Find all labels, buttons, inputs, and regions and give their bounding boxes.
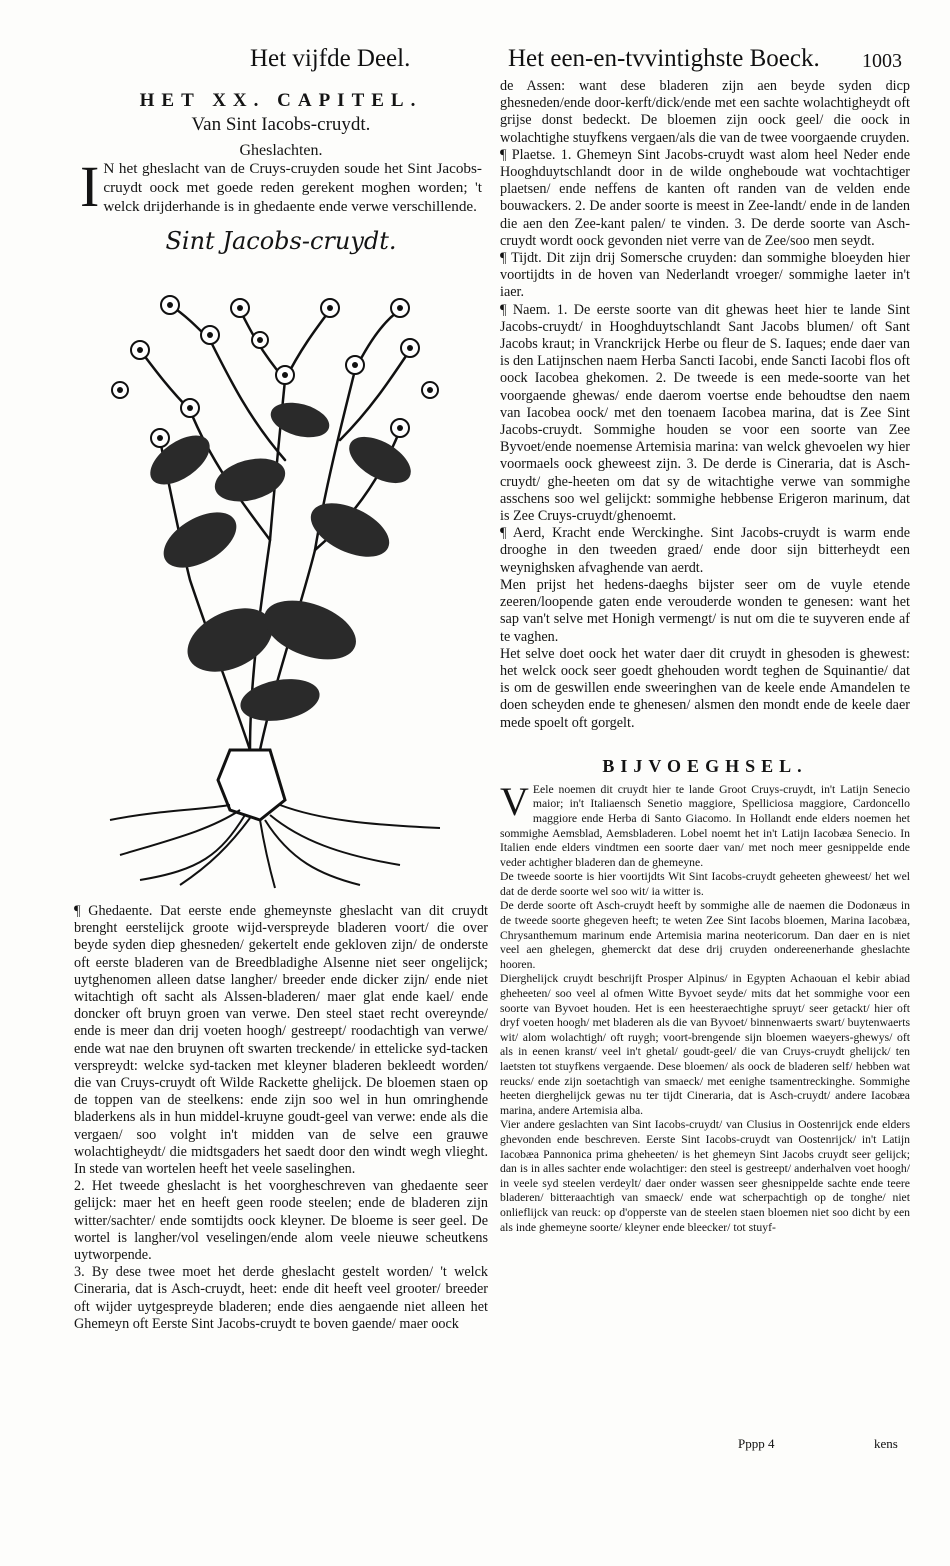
appendix-paragraph: [500, 778, 910, 871]
appendix-paragraph: De derde soorte oft Asch-cruydt heeft by sommighe alle de naemen die Dodonæus in de tweede soorte ghegeven heeft; te weten Zee Sint Iacobs bloemen, Marina Iacobæa, Chrysanthemum marinum ende Artemisia marina neotericorum. Dan daer en is niet veel aen ghelegen, ghemerckt dat dese drij cruyden ondereenerhande gheslachte hooren.: [500, 899, 910, 971]
figure-title: Sint Jacobs-cruydt.: [165, 226, 397, 255]
appendix-paragraph: Vier andere geslachten van Sint Iacobs-cruydt/ van Clusius in Oostenrijck ende elders ghevonden ende beschreven. Eerste Sint Iacobs-cruydt van Oostenrijck/ in't Latijn Iacobæa Pannonica prima gheheeten/ is het ghemeyn Sint Jacobs cruydt seer gelijck; dan is in alles sachter ende wolachtiger: den steel is gestreept/ anderhalven voet hoogh/ in veele syd steelen verdeylt/ daer onder wassen seer ghesnippelde sachte ende teere bladeren/ bitteraachtigh van smaeck/ ende wat scherpachtigh op de tonghe/ niet onlieflijck van reuck: op d'opperste van de steelen staen bloemen niet soo dicht by een als inde ghemeyne soorte/ kleyner ende bleecker/ tot stuyf-: [500, 1118, 910, 1234]
page-number: 1003: [862, 50, 902, 72]
drop-cap: I: [80, 154, 100, 219]
appendix-heading: BIJVOEGHSEL.: [602, 755, 808, 776]
text-paragraph: de Assen: want dese bladeren zijn aen beyde syden dicp ghesneden/ende door-kerft/dick/ende met een sachte wolachtigheydt oft grijse donst bedeckt. De bloemen zijn oock geel/ die oock in wolachtighe stuyfkens vergaen/als die van de twee voorgaende cruyden.: [500, 78, 910, 146]
plant-woodcut-illustration: [100, 280, 460, 890]
appendix-text: Eele noemen dit cruydt hier te lande Groot Cruys-cruydt, in't Latijn Senecio maior; in't Italiaensch Senetio maggiore, Spelliciosa maggiore, Cardoncello maggiore ende Herba di Santo Giacomo. In Hollandt ende elders noemen het sommighe Aemsblad, Aemsbladeren. Lobel noemt het in't Latijn Iacobæa Senecio. In Italien ende elders vindtmen een soorte daer van/ met noch meer gesnippelde ende veder achtigher bladeren dan de ghemeyne.: [500, 782, 910, 869]
appendix-paragraph: Dierghelijck cruydt beschrijft Prosper Alpinus/ in Egypten Achaouan el kebir abiad gheheeten/ soo veel al ofmen Witte Byvoet seyde/ mits dat het sommighe voor een soorte van Byvoet houden. Het is een heesteraechtighe spruyt/ seer getackt/ hier oft dryf voeten hoogh/ met bladeren als die van Byvoet/ binnenwaerts swart/ buytenwaerts wit/ alom wolachtigh/ oft ruygh; voort-brengende sijn bloemen waeyers-ghewys/ oft als in eenen kranst/ veel in't ghetal/ goudt-geel/ die van Cruys-cruydt ghelijck/ ten laetsten tot stuyfkens vergaende. Dese bloemen/ als oock de bladeren self/ hebben wat reucks/ ende zijn soetachtigh van smaeck/ met eenighe tsamentreckinghe. Sommighe heeten dierghelijck gewas nu ter tijdt Cineraria, dat is Asch-cruydt/ andere Iacobæa marina, andere Artemisia alba.: [500, 972, 910, 1117]
text-paragraph: ¶ Plaetse. 1. Ghemeyn Sint Jacobs-cruydt wast alom heel Neder ende Hooghduytschlandt door in de wilde ongheboude wat vochtachtiger plaetsen/ ende neffens de kanten oft randen van de velden ende bouwackers. 2. De ander soorte is meest in Zee-landt/ ende in de landen die aen den Zee-kant palen/ te vinden. 3. De derde soorte van Asch-cruydt wordt oock gevonden niet verre van de Zee/soo men seydt.: [500, 146, 910, 249]
text-paragraph: 2. Het tweede gheslacht is het voorgheschreven van ghedaente seer gelijck: maer het en heeft geen roode steelen; ende de bladeren zijn witter/sachter/ ende somtijdts oock kleyner. De bloeme is seer geel. De wortel is langher/vol veselingen/ende alom veele nieuwe scheutkens uytworpende.: [74, 1178, 488, 1264]
section-heading: Gheslachten.: [239, 142, 323, 159]
text-paragraph: ¶ Tijdt. Dit zijn drij Somersche cruyden: dan sommighe bloeyden hier voortijdts in de hoven van Nederlandt vroeger/ sommighe laeter in't iaer.: [500, 250, 910, 301]
left-column-top: [80, 90, 482, 255]
text-paragraph: ¶ Naem. 1. De eerste soorte van dit ghewas heet hier te lande Sint Jacobs-cruydt/ in Hooghduytschlandt Sant Jacobs blumen/ oft Sant Jacobs kraut; in Vranckrijck Herbe ou fleur de S. Iaques; ende daer van is den Latijnschen naem Herba Sancti Iacobi, ende Sancti Iacobi flos oft oock Iacobea ghekomen. 2. De tweede is een mede-soorte van het voorgaende ghewas/ ende daerom voertse ende behoudtse den naem van Iacobea oock/ met den toenaem Iacobea marina, dat is Zee Sint Jacobs-cruydt. Sommighe houden se voor een soorte van Zee Byvoet/ende noemense Artemisia marina: van welck ghevoelen wy hier voormaels oock gheweest zijn. 3. De derde is Cineraria, dat is Asch-cruydt/ ghe-heeten om dat sy de witachtighe verwe van sommighe asschens soo wel gelijckt: sommighe hebbense Erigeron marinum, dat is Zee Cruys-cruydt/ghenoemt.: [500, 301, 910, 525]
intro-paragraph: [80, 154, 482, 219]
appendix-paragraph: De tweede soorte is hier voortijdts Wit Sint Iacobs-cruydt geheeten gheweest/ het wel dat de derde soorte wel soo wit/ ia witter is.: [500, 870, 910, 898]
text-paragraph: 3. By dese twee moet het derde gheslacht gestelt worden/ 't welck Cineraria, dat is Asch-cruydt, heet: ende dit heeft veel grooter/ breeder oft wijder uytgespreyde bladeren; ende dies aengaende niet alleen het Ghemeyn oft Eerste Sint Jacobs-cruydt te boven gaende/ maer oock: [74, 1264, 488, 1332]
running-head-left: Het vijfde Deel.: [250, 45, 411, 72]
left-column-bottom: [74, 903, 488, 1333]
text-paragraph: ¶ Ghedaente. Dat eerste ende ghemeynste gheslacht van dit cruydt brenght eerstelijck groote wijd-verspreyde bladeren voort/ die over beyde syden diep ghesneden/ gekertelt ende gekloven zijn/ de onderste oft eerste bladeren van de Breedbladighe Alsenne niet seer ongelijck; uytghenomen alleen datse langher/ breeder ende dicker zijn/ ende niet witachtigh oft sacht als Alssen-bladeren/ maer glat ende kael/ ende doncker oft bruyn groen van verwe. Den steel staet recht overeynde/ ende is meer dan drij voeten hoogh/ gestreept/ roodachtigh van verwe/ ende wat nae den bruynen oft swarten treckende/ in ettelicke syd-tacken verspreydt: welcke syd-tacken met kleyner bladeren bekleedt worden/ die van Cruys-cruydt oft Wilde Rackette ghelijck. De bloemen staen op de toppen van de steelkens: ende zijn soo wel in hun omringhende bladerkens als in hun middel-kruyne goudt-geel van verwe: ende als die vergaen/ soo volght in't midden van de selve een grauwe wolachtigheydt/ die midtsgaders het saedt door den windt wegh vlieght. In stede van wortelen heeft het veele saselinghen.: [74, 903, 488, 1178]
catchword: kens: [874, 1436, 898, 1451]
chapter-subtitle: Van Sint Iacobs-cruydt.: [191, 114, 371, 135]
signature-mark: Pppp 4: [738, 1436, 775, 1451]
right-column: [500, 78, 910, 1235]
text-paragraph: Het selve doet oock het water daer dit cruydt in ghesoden is ghewest: het welck oock seer goedt ghehouden wordt teghen de Squinantie/ dat is om de geswillen ende sweeringhen van de keele ende Amandelen te doen scheyden ende te ghenesen/ alsmen den mondt ende de keele daer mede spoelt oft gorgelt.: [500, 645, 910, 731]
text-paragraph: ¶ Aerd, Kracht ende Werckinghe. Sint Jacobs-cruydt is warm ende drooghe in den tweeden graed/ ende door sijn bitterheydt een weynighsken afvaghende van aerdt.: [500, 525, 910, 576]
drop-cap: V: [500, 778, 529, 824]
intro-text: N het gheslacht van de Cruys-cruyden soude het Sint Jacobs-cruydt oock met goede reden gerekent moghen worden; 't welck drijderhande is in ghedaente ende verwe verschillende.: [103, 160, 482, 215]
text-paragraph: Men prijst het hedens-daeghs bijster seer om de vuyle etende zeeren/loopende gaten ende verouderde wonden te genesen: want het sap van't selve met Honigh vermengt/ is nut om die te suyveren ende af te vaghen.: [500, 576, 910, 645]
running-head-right: Het een-en-tvvintighste Boeck.: [508, 45, 820, 72]
chapter-heading: HET XX. CAPITEL.: [139, 90, 423, 111]
